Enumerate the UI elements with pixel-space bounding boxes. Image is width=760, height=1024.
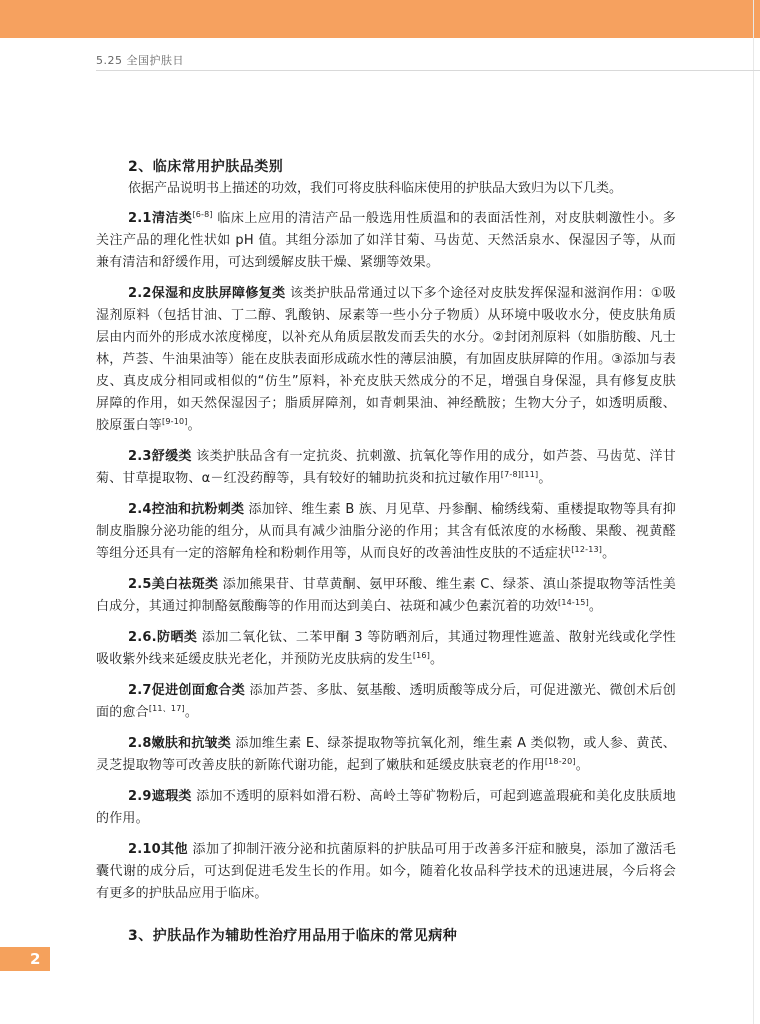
category-text: 添加芦荟、多肽、氨基酸、透明质酸等成分后，可促进激光、微创术后创面的愈合: [96, 683, 677, 720]
category-number: 2.2: [128, 286, 152, 301]
category-number: 2.7: [128, 683, 152, 698]
sentence-end: 。: [588, 599, 603, 614]
citation-ref-tail: [9-10]: [162, 417, 188, 426]
category-item: [96, 627, 676, 671]
sentence-end: 。: [575, 758, 589, 773]
citation-ref-tail: [7-8][11]: [500, 470, 539, 479]
category-text: 添加了抑制汗液分泌和抗菌原料的护肤品可用于改善多汗症和腋臭，添加了激活毛囊代谢的成分后，可达到促进毛发生长的作用。如今，随着化妆品科学技术的迅速进展，今后将会有更多的护肤品应用于临床。: [96, 842, 676, 901]
category-title: 其他: [160, 842, 188, 857]
category-title: 保湿和皮肤屏障修复类: [151, 286, 286, 301]
category-item: [96, 680, 676, 724]
category-title: 遮瑕类: [151, 789, 192, 804]
category-item: [96, 574, 676, 618]
top-accent-bar: [0, 0, 760, 38]
citation-ref: [6-8]: [192, 210, 213, 219]
sentence-end: 。: [184, 705, 199, 720]
page-number-tab: [0, 947, 50, 971]
category-number: 2.3: [128, 449, 152, 464]
citation-ref-tail: [16]: [412, 651, 431, 660]
category-text: 该类护肤品常通过以下多个途径对皮肤发挥保湿和滋润作用：①吸湿剂原料（包括甘油、丁二醇、乳酸钠、尿素等一些小分子物质）从环境中吸收水分，使皮肤角质层由内而外的形成水浓度梯度，以补充从角质层散发而丢失的水分。②封闭剂原料（如脂肪酸、凡士林，芦荟、牛油果油等）能在皮肤表面形成疏水性的薄层油膜，有加固皮肤屏障的作用。③添加与表皮、真皮成分相同或相似的“仿生”原料，补充皮肤天然成分的不足，增强自身保湿，具有修复皮肤屏障的作用，如天然保湿因子；脂质屏障剂，如青刺果油、神经酰胺；生物大分子，如透明质酸、胶原蛋白等: [96, 286, 676, 433]
sentence-end: 。: [538, 471, 552, 486]
category-text: 添加不透明的原料如滑石粉、高岭土等矿物粉后，可起到遮盖瑕疵和美化皮肤质地的作用。: [96, 789, 676, 826]
running-header: 5.25 全国护肤日: [96, 54, 184, 67]
category-text: 添加维生素 E、绿茶提取物等抗氧化剂，维生素 A 类似物，或人参、黄芪、灵芝提取物等可改善皮肤的新陈代谢功能，起到了嫩肤和延缓皮肤衰老的作用: [96, 736, 676, 773]
category-item: [96, 283, 676, 437]
citation-ref-tail: [18-20]: [544, 757, 576, 766]
category-item: [96, 446, 676, 490]
category-title: 促进创面愈合类: [151, 683, 246, 698]
section-2-heading: 2、临床常用护肤品类别: [128, 159, 284, 175]
page-edge-line: [753, 0, 754, 1024]
category-text: 添加熊果苷、甘草黄酮、氨甲环酸、维生素 C、绿茶、滇山茶提取物等活性美白成分，其通过抑制酪氨酸酶等的作用而达到美白、祛斑和减少色素沉着的功效: [96, 577, 676, 614]
sentence-end: 。: [602, 546, 616, 561]
category-text: 该类护肤品含有一定抗炎、抗刺激、抗氧化等作用的成分，如芦荟、马齿苋、洋甘菊、甘草提取物、α－红没药醇等，具有较好的辅助抗炎和抗过敏作用: [96, 449, 676, 486]
article-body: [96, 156, 676, 947]
sentence-end: 。: [430, 652, 444, 667]
category-item: [96, 733, 676, 777]
category-title: 控油和抗粉刺类: [151, 502, 245, 517]
section-3-heading: 3、护肤品作为辅助性治疗用品用于临床的常见病种: [128, 928, 458, 944]
category-item: [96, 208, 676, 274]
citation-ref-tail: [14-15]: [558, 598, 589, 607]
category-list: [96, 208, 676, 905]
category-item: [96, 786, 676, 830]
category-number: 2.6.: [128, 630, 157, 645]
category-text: 临床上应用的清洁产品一般选用性质温和的表面活性剂，对皮肤刺激性小。多关注产品的理化性状如 pH 值。其组分添加了如洋甘菊、马齿苋、天然活泉水、保湿因子等，从而兼有清洁和舒缓作用，可达到缓解皮肤干燥、紧绷等效果。: [96, 211, 676, 270]
category-title: 清洁类: [151, 211, 193, 226]
category-title: 美白祛斑类: [151, 577, 219, 592]
category-number: 2.10: [128, 842, 161, 857]
category-item: [96, 839, 676, 905]
category-number: 2.9: [128, 789, 152, 804]
citation-ref-tail: [12-13]: [571, 545, 603, 554]
header-divider: [96, 70, 760, 71]
category-item: [96, 499, 676, 565]
category-number: 2.4: [128, 502, 152, 517]
category-title: 舒缓类: [151, 449, 192, 464]
citation-ref-tail: [11、17]: [148, 704, 185, 713]
category-number: 2.1: [128, 211, 152, 226]
sentence-end: 。: [187, 418, 201, 433]
category-number: 2.5: [128, 577, 152, 592]
category-title: 防晒类: [156, 630, 198, 645]
category-text: 添加二氧化钛、二苯甲酮 3 等防晒剂后，其通过物理性遮盖、散射光线或化学性吸收紫外线来延缓皮肤光老化，并预防光皮肤病的发生: [96, 630, 676, 667]
section-2-intro: 依据产品说明书上描述的功效，我们可将皮肤科临床使用的护肤品大致归为以下几类。: [128, 181, 623, 196]
category-title: 嫩肤和抗皱类: [151, 736, 232, 751]
page-number: 2: [30, 950, 41, 968]
category-text: 添加锌、维生素 B 族、月见草、丹参酮、榆绣线菊、重楼提取物等具有抑制皮脂腺分泌功能的组分，从而具有减少油脂分泌的作用；其含有低浓度的水杨酸、果酸、视黄醛等组分还具有一定的溶解角栓和粉刺作用等，从而良好的改善油性皮肤的不适症状: [96, 502, 676, 561]
category-number: 2.8: [128, 736, 152, 751]
